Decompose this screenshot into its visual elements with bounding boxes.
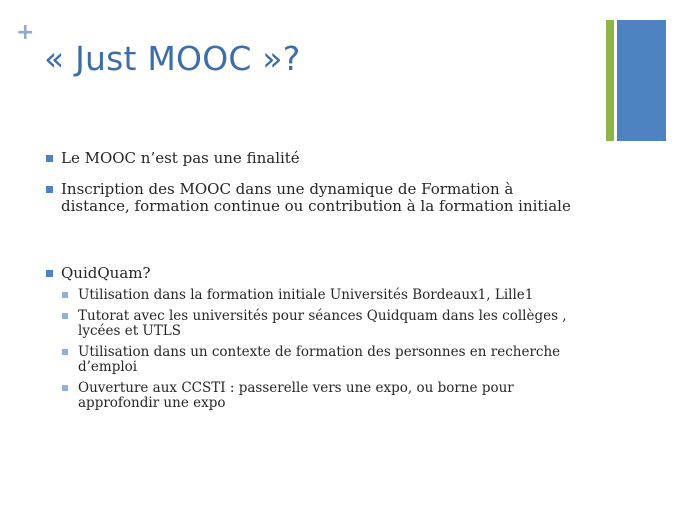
- bullet-text: Le MOOC n’est pas une finalité: [61, 149, 300, 167]
- sub-bullet-item: [60, 345, 586, 375]
- square-sub-bullet-icon: [62, 292, 68, 298]
- bullet-item: [46, 181, 586, 215]
- square-sub-bullet-icon: [62, 313, 68, 319]
- square-bullet-icon: [46, 270, 53, 277]
- sub-bullet-text: Utilisation dans un contexte de formation des personnes en recherche d’emploi: [78, 344, 561, 375]
- sub-bullet-text: Ouverture aux CCSTI : passerelle vers une expo, ou borne pour approfondir une expo: [78, 380, 514, 411]
- plus-decoration: +: [16, 20, 35, 45]
- square-bullet-icon: [46, 186, 53, 193]
- sub-bullet-item: [60, 288, 586, 303]
- bullet-text: Inscription des MOOC dans une dynamique de Formation à distance, formation continue ou contribution à la formation initiale: [61, 180, 571, 215]
- sub-bullet-text: Utilisation dans la formation initiale Universités Bordeaux1, Lille1: [78, 287, 534, 303]
- green-accent-bar: [606, 20, 614, 141]
- blue-accent-bar: [617, 20, 666, 141]
- sub-bullet-list: [46, 288, 586, 411]
- square-bullet-icon: [46, 155, 53, 162]
- sub-bullet-item: [60, 309, 586, 339]
- bullet-text: QuidQuam?: [61, 264, 151, 282]
- square-sub-bullet-icon: [62, 385, 68, 391]
- slide-title: « Just MOOC »?: [44, 39, 301, 78]
- slide-body: [46, 150, 586, 417]
- sub-bullet-text: Tutorat avec les universités pour séances Quidquam dans les collèges , lycées et UTLS: [78, 308, 567, 339]
- bullet-item: [46, 150, 586, 167]
- bullet-item: [46, 265, 586, 282]
- square-sub-bullet-icon: [62, 349, 68, 355]
- sub-bullet-item: [60, 381, 586, 411]
